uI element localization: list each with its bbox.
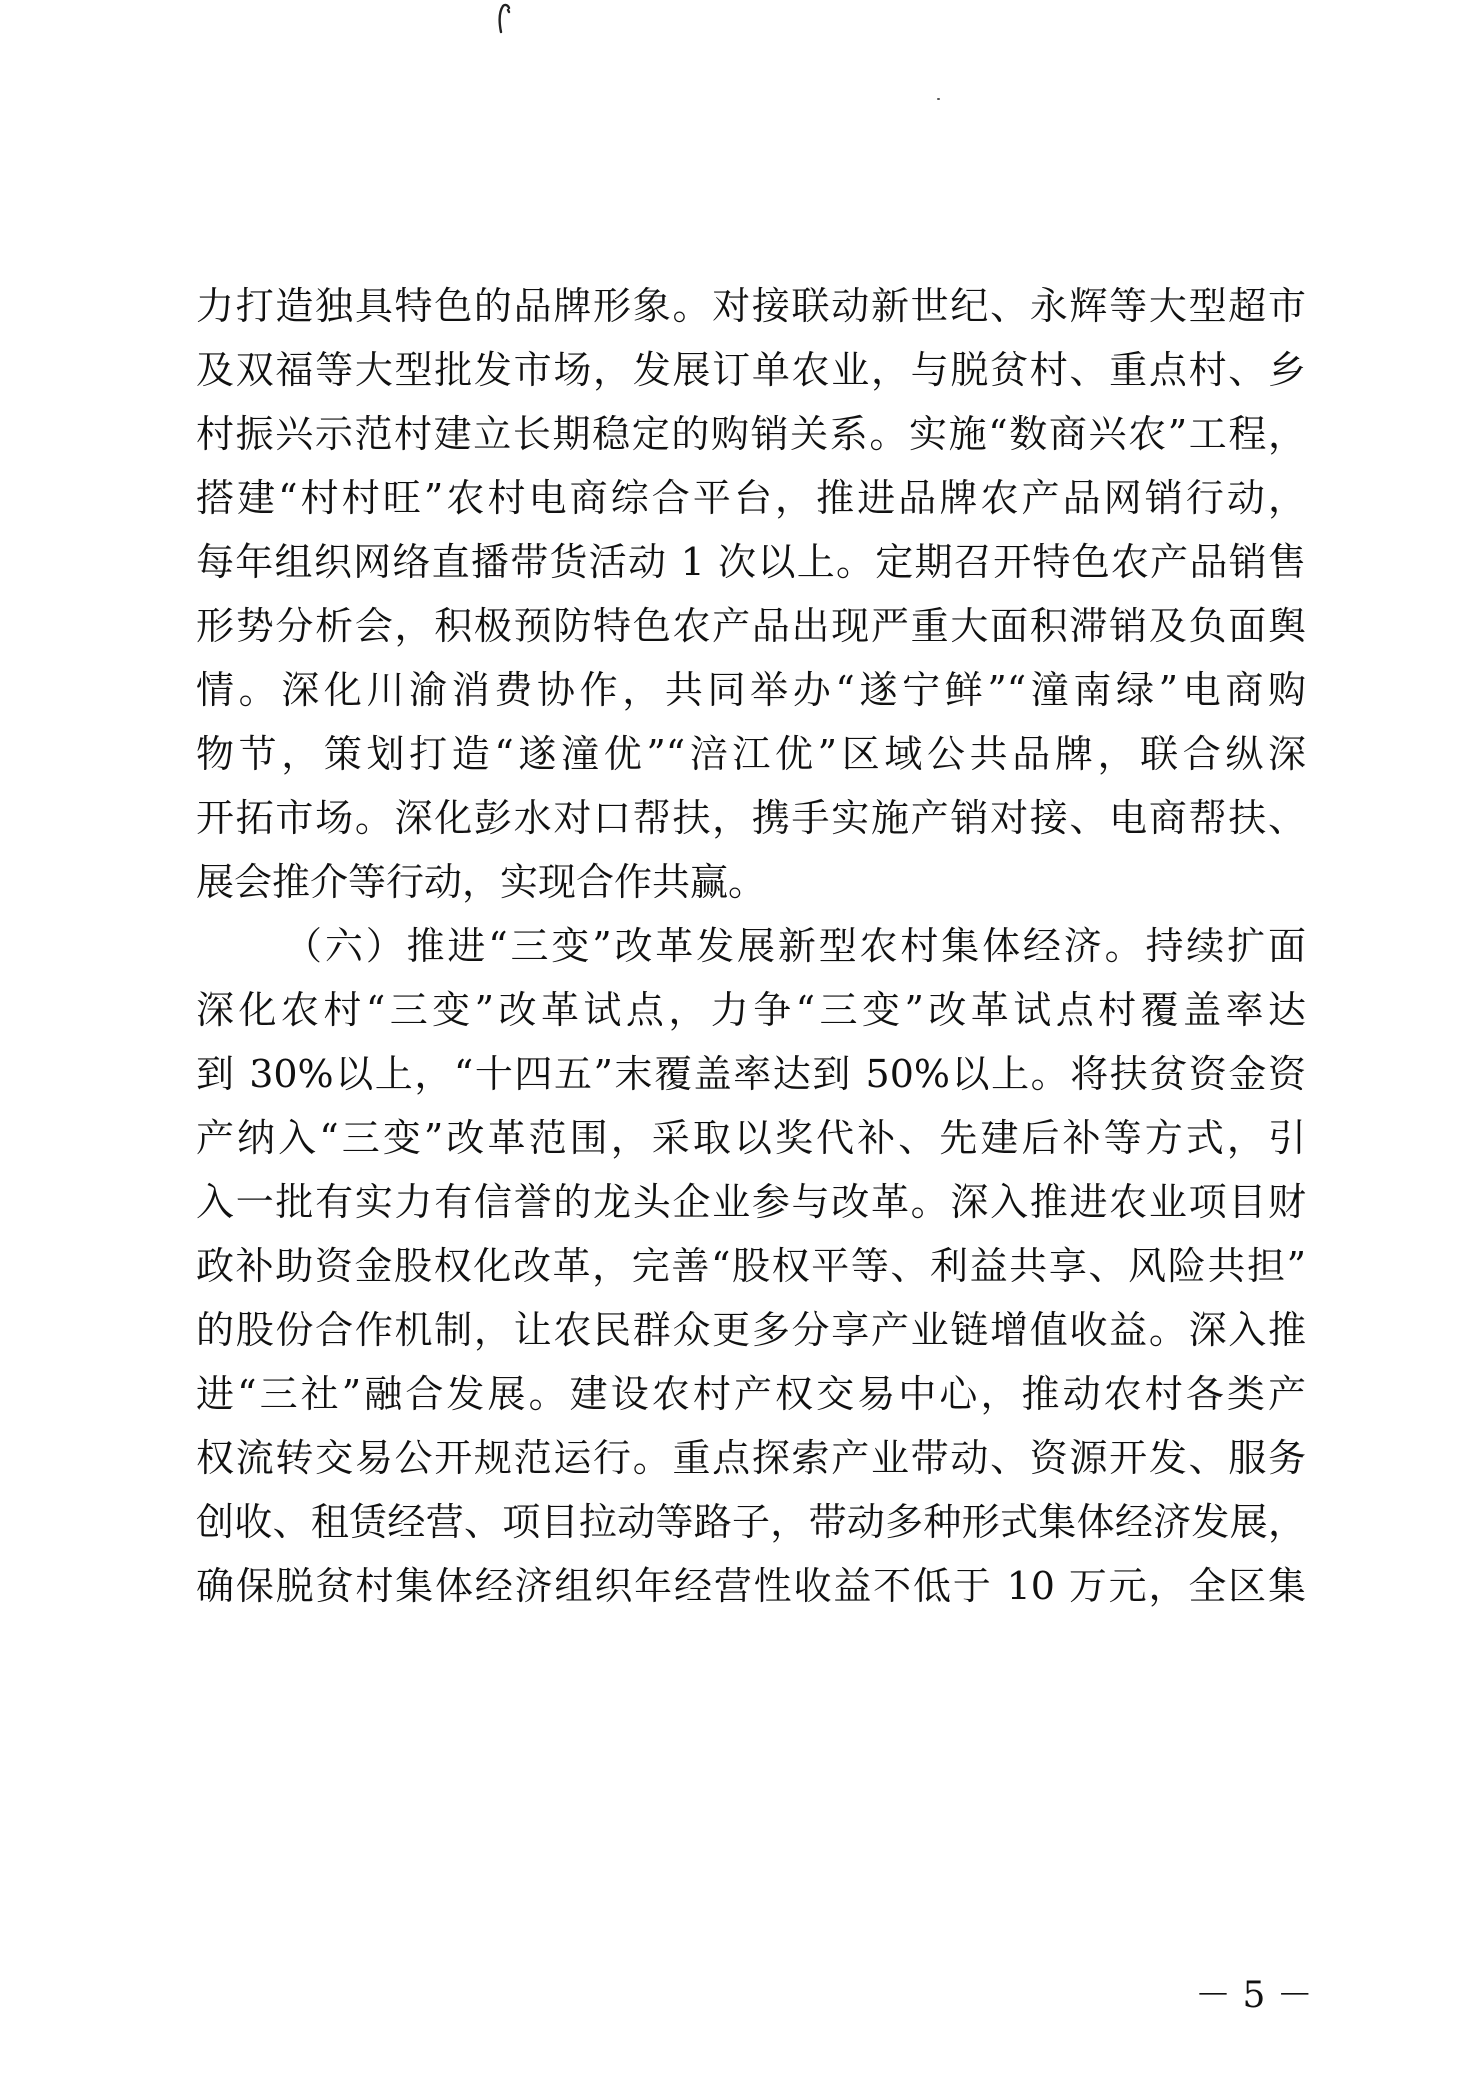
paragraph-2-line: 确保脱贫村集体经济组织年经营性收益不低于 10 万元，全区集 (196, 1564, 1306, 1608)
paragraph-2-line: 权流转交易公开规范运行。重点探索产业带动、资源开发、服务 (196, 1436, 1306, 1480)
scan-speck (937, 98, 940, 100)
paragraph-1-line: 物节，策划打造“遂潼优”“涪江优”区域公共品牌，联合纵深 (196, 732, 1306, 776)
paragraph-1-line: 搭建“村村旺”农村电商综合平台，推进品牌农产品网销行动， (196, 476, 1306, 520)
paragraph-2-line: 进“三社”融合发展。建设农村产权交易中心，推动农村各类产 (196, 1372, 1306, 1416)
paragraph-1-line: 情。深化川渝消费协作，共同举办“遂宁鲜”“潼南绿”电商购 (196, 668, 1306, 712)
paragraph-1-line: 力打造独具特色的品牌形象。对接联动新世纪、永辉等大型超市 (196, 284, 1306, 328)
section-heading-line: （六）推进“三变”改革发展新型农村集体经济。持续扩面 (284, 924, 1306, 968)
paragraph-2-line: 政补助资金股权化改革，完善“股权平等、利益共享、风险共担” (196, 1244, 1306, 1288)
paragraph-2-line: 入一批有实力有信誉的龙头企业参与改革。深入推进农业项目财 (196, 1180, 1306, 1224)
paragraph-1-line: 每年组织网络直播带货活动 1 次以上。定期召开特色农产品销售 (196, 540, 1306, 584)
paragraph-2-line: 产纳入“三变”改革范围，采取以奖代补、先建后补等方式，引 (196, 1116, 1306, 1160)
paragraph-2-line: 创收、租赁经营、项目拉动等路子，带动多种形式集体经济发展， (196, 1500, 1306, 1544)
paragraph-1-line: 开拓市场。深化彭水对口帮扶，携手实施产销对接、电商帮扶、 (196, 796, 1306, 840)
paragraph-1-line: 及双福等大型批发市场，发展订单农业，与脱贫村、重点村、乡 (196, 348, 1306, 392)
paragraph-2-line: 的股份合作机制，让农民群众更多分享产业链增值收益。深入推 (196, 1308, 1306, 1352)
page-number: － 5 － (1195, 1975, 1313, 2016)
paragraph-2-line: 深化农村“三变”改革试点，力争“三变”改革试点村覆盖率达 (196, 988, 1306, 1032)
paragraph-1-line: 村振兴示范村建立长期稳定的购销关系。实施“数商兴农”工程， (196, 412, 1306, 456)
paragraph-1-line: 展会推介等行动，实现合作共赢。 (196, 860, 767, 904)
paragraph-1-line: 形势分析会，积极预防特色农产品出现严重大面积滞销及负面舆 (196, 604, 1306, 648)
paragraph-2-line: 到 30%以上，“十四五”末覆盖率达到 50%以上。将扶贫资金资 (196, 1052, 1306, 1096)
scan-mark (496, 2, 512, 36)
